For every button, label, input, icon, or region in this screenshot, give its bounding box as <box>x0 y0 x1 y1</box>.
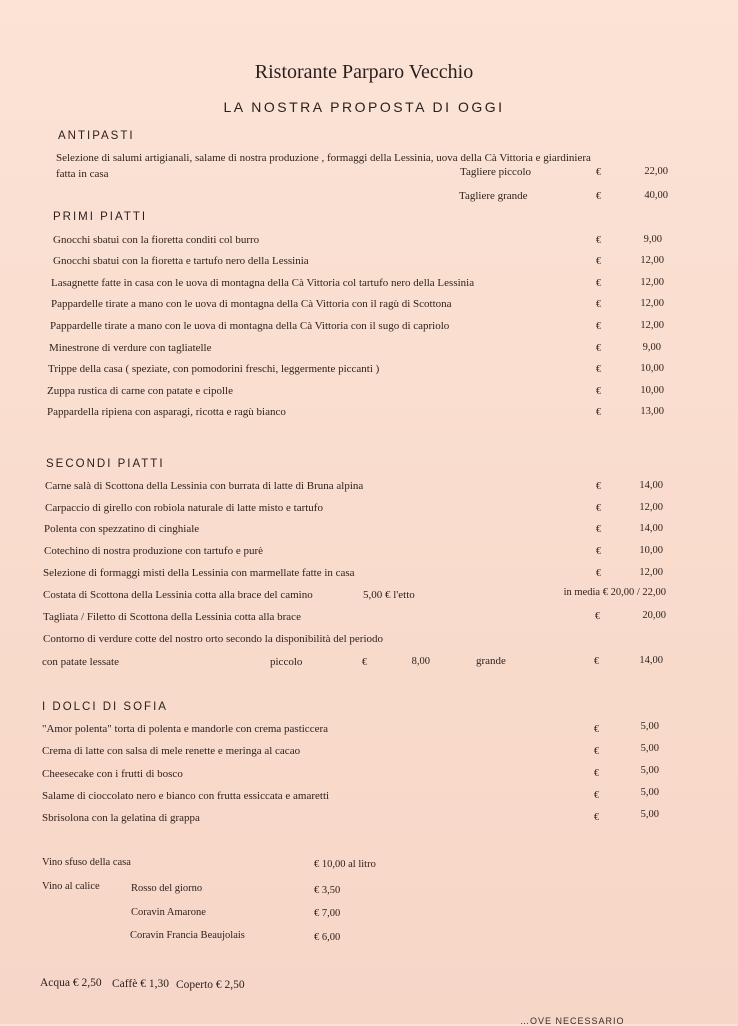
menu-item-price: 14,00 <box>639 480 663 491</box>
currency-symbol: € <box>596 407 601 418</box>
currency-symbol: € <box>596 481 601 492</box>
menu-item-name: Cotechino di nostra produzione con tartufo e purè <box>44 545 264 557</box>
menu-item-name: Cheesecake con i frutti di bosco <box>42 768 183 780</box>
menu-item-price: 14,00 <box>639 523 663 534</box>
menu-item-name: Crema di latte con salsa di mele renette e meringa al cacao <box>42 745 301 757</box>
menu-item-name: Minestrone di verdure con tagliatelle <box>49 342 212 354</box>
menu-item-price: 5,00 <box>640 809 659 820</box>
section-heading-antipasti: ANTIPASTI <box>58 130 135 142</box>
currency-symbol: € <box>594 812 599 823</box>
currency-symbol: € <box>596 299 601 310</box>
wine-price: € 6,00 <box>314 932 341 943</box>
currency-symbol: € <box>596 386 601 397</box>
costata-name: Costata di Scottona della Lessinia cotta alla brace del camino <box>43 589 313 601</box>
menu-item-price: 12,00 <box>639 567 663 578</box>
tagliere-grande-label: Tagliere grande <box>459 190 528 202</box>
menu-item-price: 12,00 <box>640 320 664 331</box>
menu-subtitle: LA NOSTRA PROPOSTA DI OGGI <box>223 99 505 115</box>
menu-item-price: 10,00 <box>639 545 663 556</box>
menu-item-price: 12,00 <box>640 277 664 288</box>
currency-symbol: € <box>596 278 601 289</box>
menu-item-name: Pappardelle tirate a mano con le uova di montagna della Cà Vittoria con il sugo di capriolo <box>50 320 450 332</box>
currency-symbol: € <box>362 657 367 668</box>
tagliata-name: Tagliata / Filetto di Scottona della Lessinia cotta alla brace <box>43 611 301 623</box>
wine-price: € 3,50 <box>314 885 341 896</box>
antipasti-description-line1: Selezione di salumi artigianali, salame di nostra produzione , formaggi della Lessinia, uova della Cà Vittoria e giardiniera <box>56 152 591 164</box>
menu-item-price: 5,00 <box>640 787 659 798</box>
currency-symbol: € <box>594 768 599 779</box>
currency-symbol: € <box>595 611 600 622</box>
menu-item-price: 9,00 <box>643 234 662 245</box>
menu-item-name: Sbrisolona con la gelatina di grappa <box>42 812 200 824</box>
menu-item-price: 5,00 <box>640 765 659 776</box>
antipasti-description-line2: fatta in casa <box>56 168 109 180</box>
currency-symbol: € <box>596 343 601 354</box>
tagliere-piccolo-price: 22,00 <box>644 166 668 177</box>
acqua-price: Acqua € 2,50 <box>40 977 102 989</box>
menu-item-name: Zuppa rustica di carne con patate e cipolle <box>47 385 233 397</box>
menu-item-price: 13,00 <box>640 406 664 417</box>
tagliata-price: 20,00 <box>642 610 666 621</box>
currency-symbol: € <box>596 235 601 246</box>
cut-off-note: …OVE NECESSARIO <box>520 1016 625 1026</box>
tagliere-grande-price: 40,00 <box>644 190 668 201</box>
currency-symbol: € <box>596 167 601 178</box>
contorno-small-price: 8,00 <box>411 656 430 667</box>
section-heading-secondi: SECONDI PIATTI <box>46 458 165 470</box>
contorno-description: Contorno di verdure cotte del nostro orto secondo la disponibilità del periodo <box>43 633 384 645</box>
currency-symbol: € <box>594 724 599 735</box>
currency-symbol: € <box>596 568 601 579</box>
currency-symbol: € <box>596 321 601 332</box>
currency-symbol: € <box>596 524 601 535</box>
currency-symbol: € <box>596 191 601 202</box>
menu-item-name: Carne salà di Scottona della Lessinia con burrata di latte di Bruna alpina <box>45 480 364 492</box>
menu-item-name: Polenta con spezzatino di cinghiale <box>44 523 200 535</box>
wine-name: Coravin Francia Beaujolais <box>130 930 245 941</box>
menu-item-price: 5,00 <box>640 743 659 754</box>
menu-item-name: Carpaccio di girello con robiola naturale di latte misto e tartufo <box>45 502 323 514</box>
menu-item-price: 12,00 <box>640 298 664 309</box>
currency-symbol: € <box>596 364 601 375</box>
menu-item-name: Gnocchi sbatui con la fioretta e tartufo nero della Lessinia <box>53 255 309 267</box>
contorno-small-label: piccolo <box>270 656 303 668</box>
menu-item-name: Selezione di formaggi misti della Lessinia con marmellate fatte in casa <box>43 567 355 579</box>
menu-item-name: Lasagnette fatte in casa con le uova di montagna della Cà Vittoria col tartufo nero della Lessinia <box>51 277 475 289</box>
wine-price: € 7,00 <box>314 908 341 919</box>
menu-item-price: 10,00 <box>640 385 664 396</box>
currency-symbol: € <box>596 256 601 267</box>
contorno-patate: con patate lessate <box>42 656 119 668</box>
currency-symbol: € <box>594 656 599 667</box>
menu-item-price: 12,00 <box>640 255 664 266</box>
contorno-large-price: 14,00 <box>639 655 663 666</box>
currency-symbol: € <box>596 503 601 514</box>
section-heading-primi: PRIMI PIATTI <box>53 211 148 223</box>
restaurant-name: Ristorante Parparo Vecchio <box>254 61 474 83</box>
wine-name: Rosso del giorno <box>131 883 203 894</box>
section-heading-dolci: I DOLCI DI SOFIA <box>42 701 168 713</box>
coperto-price: Coperto € 2,50 <box>176 979 245 991</box>
currency-symbol: € <box>594 790 599 801</box>
menu-item-name: Pappardella ripiena con asparagi, ricotta e ragù bianco <box>47 406 286 418</box>
currency-symbol: € <box>594 746 599 757</box>
menu-item-price: 10,00 <box>640 363 664 374</box>
costata-average-price: in media € 20,00 / 22,00 <box>563 587 666 598</box>
menu-item-name: Salame di cioccolato nero e bianco con frutta essiccata e amaretti <box>42 790 330 802</box>
costata-unit-price: 5,00 € l'etto <box>363 589 415 601</box>
menu-item-name: "Amor polenta" torta di polenta e mandorle con crema pasticcera <box>42 723 328 735</box>
menu-item-price: 12,00 <box>639 502 663 513</box>
menu-item-price: 9,00 <box>642 342 661 353</box>
currency-symbol: € <box>596 546 601 557</box>
vino-sfuso-price: € 10,00 al litro <box>314 859 376 870</box>
tagliere-piccolo-label: Tagliere piccolo <box>460 166 532 178</box>
menu-item-price: 5,00 <box>640 721 659 732</box>
menu-item-name: Gnocchi sbatui con la fioretta conditi col burro <box>53 234 260 246</box>
menu-item-name: Pappardelle tirate a mano con le uova di montagna della Cà Vittoria con il ragù di Scottona <box>51 298 452 310</box>
vino-calice-label: Vino al calice <box>42 881 100 892</box>
caffe-price: Caffè € 1,30 <box>112 978 169 990</box>
vino-sfuso-label: Vino sfuso della casa <box>42 857 131 868</box>
menu-item-name: Trippe della casa ( speziate, con pomodorini freschi, leggermente piccanti ) <box>48 363 380 375</box>
wine-name: Coravin Amarone <box>131 907 206 918</box>
contorno-large-label: grande <box>476 655 506 667</box>
